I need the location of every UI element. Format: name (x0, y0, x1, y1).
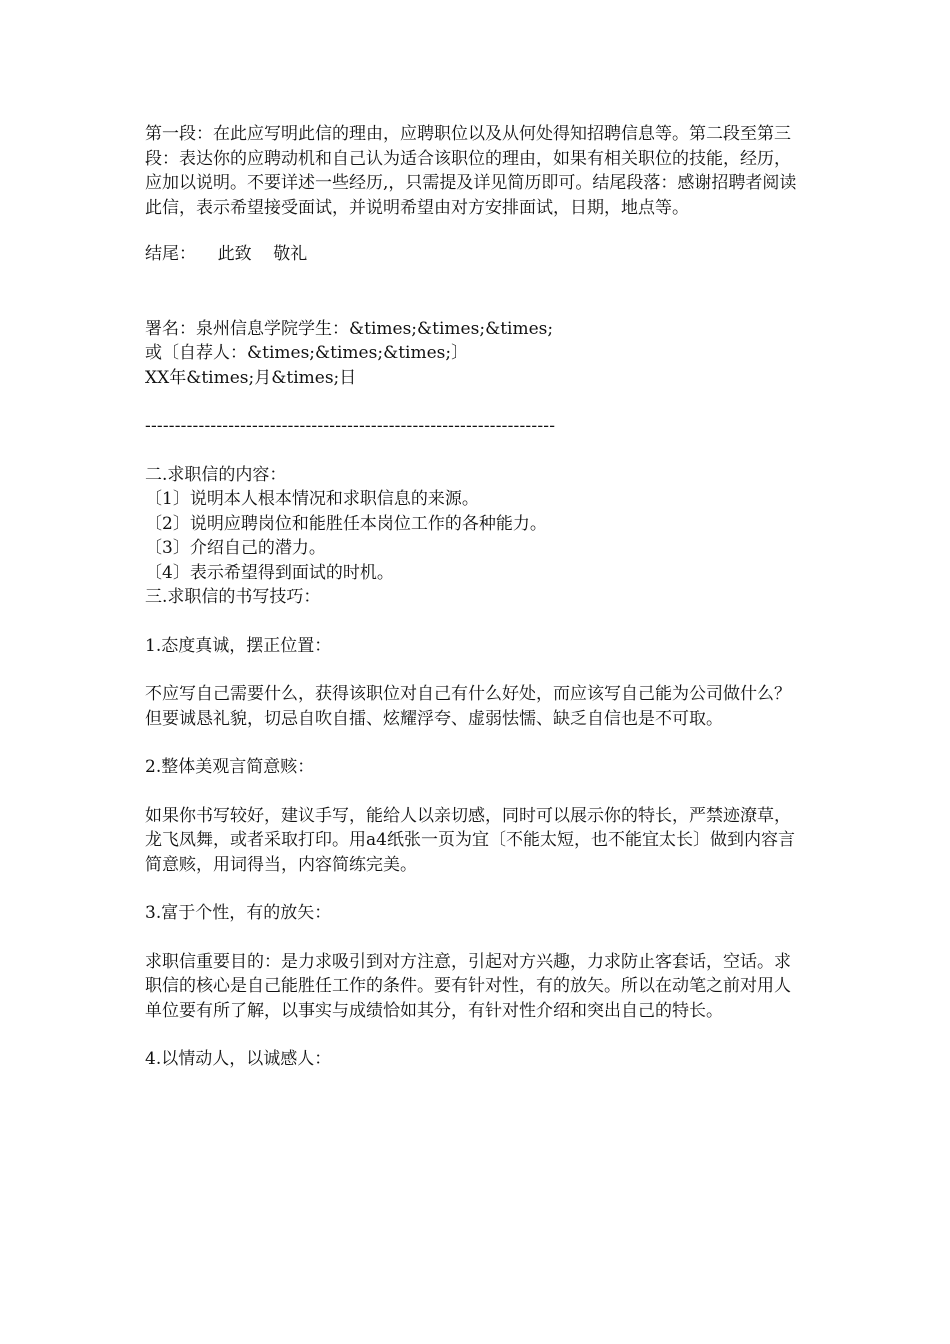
signature-line: 署名：泉州信息学院学生：&times;&times;&times; (145, 318, 554, 339)
date-line: XX年&times;月&times;日 (145, 367, 357, 388)
section-heading: 三.求职信的书写技巧： (145, 587, 321, 607)
closing-line: 结尾： 此致 敬礼 (145, 244, 308, 264)
tip-body: 不应写自己需要什么，获得该职位对自己有什么好处，而应该写自己能为公司做什么？但要诚恳礼貌，切忌自吹自擂、炫耀浮夸、虚弱怯懦、缺乏自信也是不可取。 (145, 684, 791, 729)
section-heading: 二.求职信的内容： (145, 464, 287, 485)
content-item: 〔3〕介绍自己的潜力。 (145, 538, 326, 558)
intro-paragraph: 第一段：在此应写明此信的理由，应聘职位以及从何处得知招聘信息等。第二段至第三段：表达你的应聘动机和自己认为适合该职位的理由，如果有相关职位的技能，经历，应加以说明。不要详述一些经历,，只需提及详见简历即可。结尾段落：感谢招聘者阅读此信，表示希望接受面试，并说明希望由对方安排面试，日期，地点等。 (145, 124, 797, 218)
content-item: 〔1〕说明本人根本情况和求职信息的来源。 (145, 489, 479, 509)
tip-title: 3.富于个性，有的放矢： (145, 903, 332, 923)
dashed-divider: --------------------------------------------------------------------- (145, 416, 556, 436)
tip-body: 如果你书写较好，建议手写，能给人以亲切感，同时可以展示你的特长，严禁迹潦草，龙飞凤舞，或者采取打印。用a4纸张一页为宜〔不能太短，也不能宜太长〕做到内容言简意赅，用词得当，内容简练完美。 (145, 805, 795, 875)
tip-title: 1.态度真诚，摆正位置： (145, 635, 332, 656)
recommender-line: 或〔自荐人：&times;&times;&times;〕 (145, 343, 469, 363)
tip-body: 求职信重要目的：是力求吸引到对方注意，引起对方兴趣，力求防止客套话，空话。求职信的核心是自己能胜任工作的条件。要有针对性，有的放矢。所以在动笔之前对用人单位要有所了解，以事实与成绩恰如其分，有针对性介绍和突出自己的特长。 (145, 951, 791, 1021)
content-item: 〔4〕表示希望得到面试的时机。 (145, 562, 394, 583)
tip-title: 4.以情动人，以诚感人： (145, 1049, 332, 1069)
content-item: 〔2〕说明应聘岗位和能胜任本岗位工作的各种能力。 (145, 513, 547, 534)
document-body (145, 122, 805, 1072)
tip-title: 2.整体美观言简意赅： (145, 757, 315, 777)
